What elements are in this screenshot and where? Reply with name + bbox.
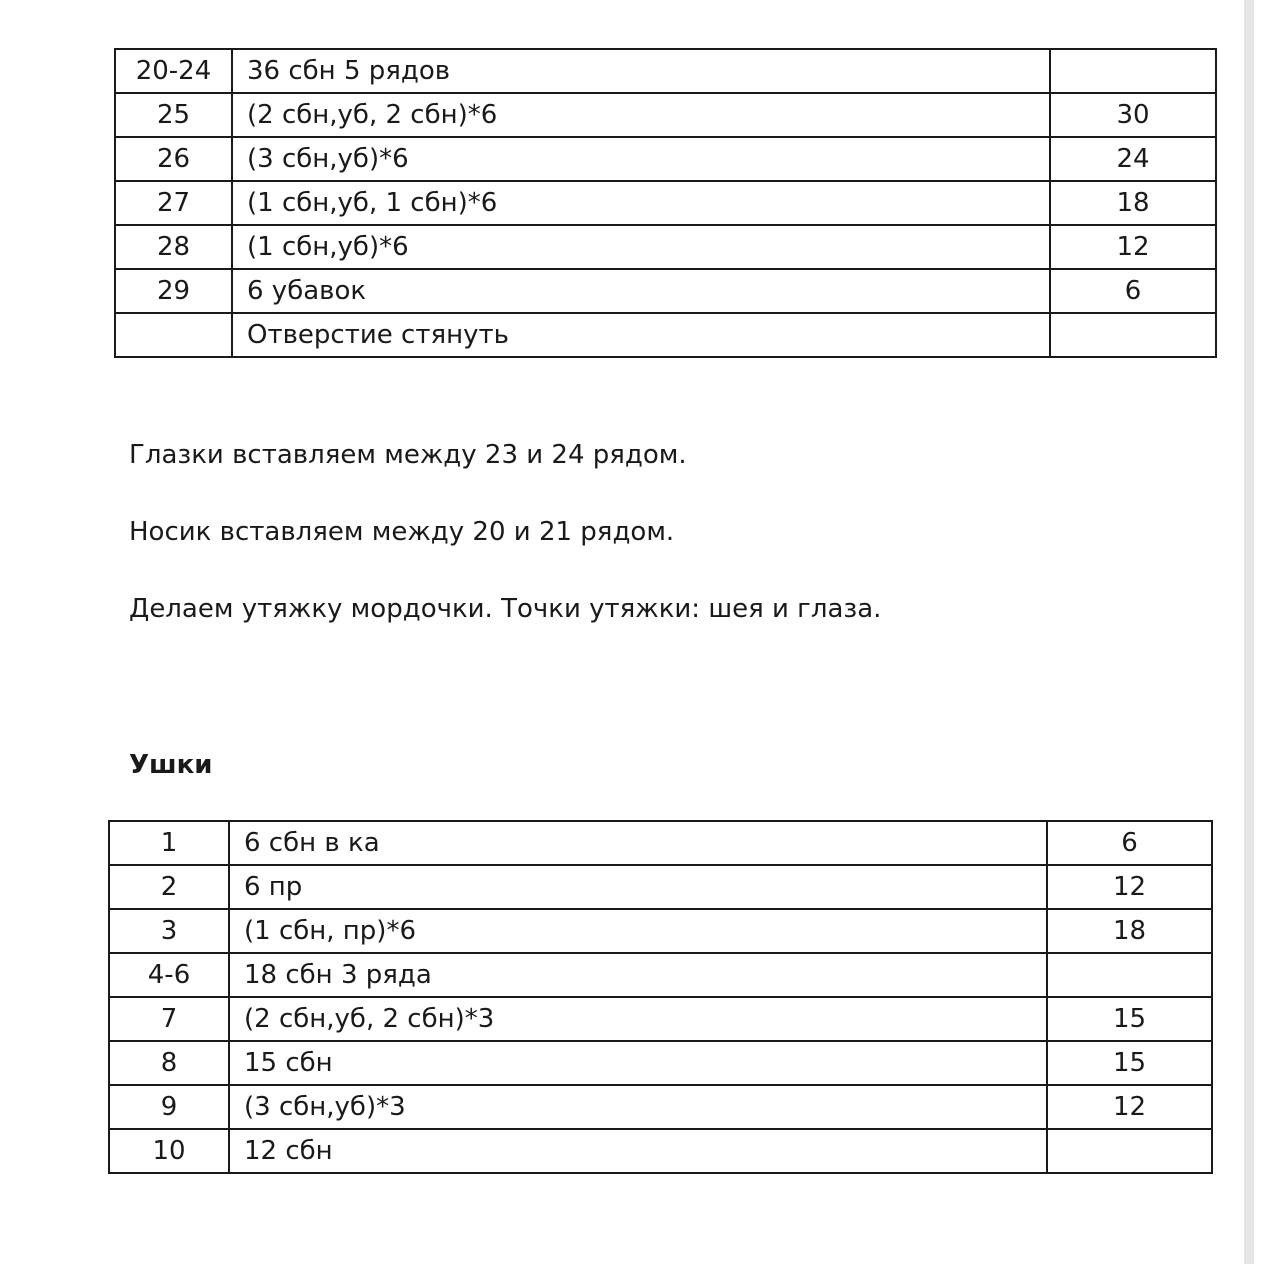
stitch-count-cell: 18 [1050,181,1216,225]
table-row [109,1041,1212,1085]
stitch-count-cell: 12 [1047,1085,1212,1129]
page-edge-scrollbar[interactable] [1244,0,1254,1264]
instruction-cell: 36 сбн 5 рядов [232,49,1050,93]
stitch-count-cell: 30 [1050,93,1216,137]
stitch-count-cell: 15 [1047,997,1212,1041]
table-row [115,313,1216,357]
ears-pattern-table [108,820,1213,1174]
row-number-cell: 20-24 [115,49,232,93]
instruction-cell: 18 сбн 3 ряда [229,953,1047,997]
stitch-count-cell: 18 [1047,909,1212,953]
table-row [115,137,1216,181]
row-number-cell: 7 [109,997,229,1041]
table-row [109,953,1212,997]
ears-heading: Ушки [129,750,213,780]
row-number-cell: 4-6 [109,953,229,997]
stitch-count-cell [1047,1129,1212,1173]
table-row [109,1085,1212,1129]
table-row [109,909,1212,953]
instruction-cell: 12 сбн [229,1129,1047,1173]
stitch-count-cell: 12 [1047,865,1212,909]
instruction-cell: Отверстие стянуть [232,313,1050,357]
row-number-cell: 25 [115,93,232,137]
table-row [109,997,1212,1041]
instruction-cell: 6 убавок [232,269,1050,313]
instruction-cell: (2 сбн,уб, 2 сбн)*6 [232,93,1050,137]
row-number-cell: 26 [115,137,232,181]
row-number-cell: 9 [109,1085,229,1129]
table-row [109,821,1212,865]
table-row [109,1129,1212,1173]
row-number-cell: 2 [109,865,229,909]
stitch-count-cell [1050,313,1216,357]
row-number-cell: 1 [109,821,229,865]
instruction-cell: (2 сбн,уб, 2 сбн)*3 [229,997,1047,1041]
stitch-count-cell: 6 [1050,269,1216,313]
instruction-cell: (1 сбн,уб)*6 [232,225,1050,269]
stitch-count-cell: 15 [1047,1041,1212,1085]
head-pattern-table [114,48,1217,358]
instruction-cell: 15 сбн [229,1041,1047,1085]
instruction-cell: (1 сбн, пр)*6 [229,909,1047,953]
table-row [115,225,1216,269]
row-number-cell: 28 [115,225,232,269]
stitch-count-cell: 6 [1047,821,1212,865]
table-row [109,865,1212,909]
row-number-cell: 8 [109,1041,229,1085]
row-number-cell: 29 [115,269,232,313]
instruction-cell: 6 пр [229,865,1047,909]
table-row [115,93,1216,137]
instruction-cell: (1 сбн,уб, 1 сбн)*6 [232,181,1050,225]
table-row [115,269,1216,313]
row-number-cell [115,313,232,357]
instruction-cell: (3 сбн,уб)*3 [229,1085,1047,1129]
nose-note: Носик вставляем между 20 и 21 рядом. [129,517,675,547]
instruction-cell: 6 сбн в ка [229,821,1047,865]
table-row [115,181,1216,225]
row-number-cell: 10 [109,1129,229,1173]
stitch-count-cell: 12 [1050,225,1216,269]
instruction-cell: (3 сбн,уб)*6 [232,137,1050,181]
eyes-note: Глазки вставляем между 23 и 24 рядом. [129,440,687,470]
stitch-count-cell [1050,49,1216,93]
row-number-cell: 27 [115,181,232,225]
row-number-cell: 3 [109,909,229,953]
tightening-note: Делаем утяжку мордочки. Точки утяжки: шея и глаза. [129,594,882,624]
table-row [115,49,1216,93]
stitch-count-cell: 24 [1050,137,1216,181]
stitch-count-cell [1047,953,1212,997]
